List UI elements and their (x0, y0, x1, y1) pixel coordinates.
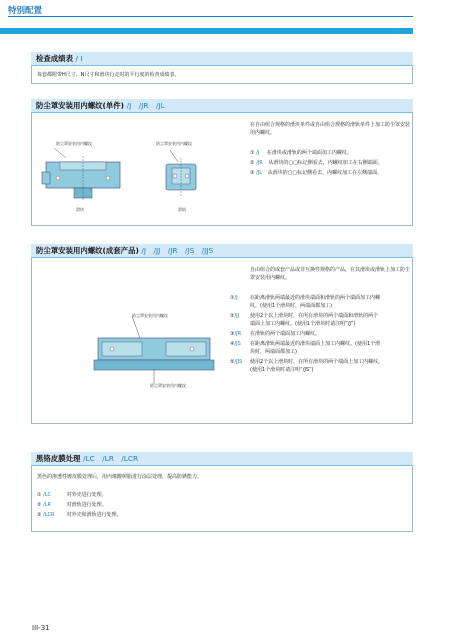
single-codes: /J /JR /JL (126, 101, 165, 110)
block-drawing (40, 148, 130, 204)
rail-drawing (158, 150, 204, 200)
item-num: ③ (37, 512, 42, 518)
black-item-3 (37, 511, 122, 519)
page-title: 特别配置 (8, 6, 43, 16)
accent-bar (0, 28, 413, 34)
item-num: ① (37, 492, 42, 498)
label-thread-right: 防尘罩安装用内螺纹 (156, 141, 192, 146)
item-code: /JR (256, 160, 263, 166)
item-line: (使用1个滑块时请注明“/JS”) (250, 367, 314, 373)
black-text: 黑色的渗透性镀皮膜处理后，用丙烯酸树脂进行涂层处理，提高防锈能力。 (37, 474, 203, 480)
item-line: 块时，两端面都加工) (250, 349, 297, 355)
item-line: 在滑轨的两个端面加工内螺纹。 (250, 331, 321, 337)
assembled-title: 防尘罩安装用内螺纹(成套产品) (36, 246, 139, 255)
single-item-1 (250, 149, 352, 157)
item-line: 使用2个以上滑块时，在所有滑块的两个端面上加工内螺纹。 (250, 359, 384, 365)
label-block: 滑块 (76, 207, 84, 212)
label-rail: 滑轨 (178, 207, 186, 212)
assembled-item-5 (230, 358, 415, 373)
assembled-codes: /J /JJ /JR /JS /JJS (141, 246, 214, 255)
item-num: ① (250, 150, 255, 156)
item-line: 纹。(使用1个滑块时，两端面都加工) (250, 303, 333, 309)
item-code: /JJ (234, 313, 240, 319)
item-line: 使用2个以上滑块时，在所有滑块的两个端面和滑轨的两个 (250, 313, 379, 319)
item-num: ② (37, 502, 42, 508)
inspection-text: 每套都附带H尺寸、N尺寸和滑块行走时的平行度的检查成绩表。 (37, 72, 180, 78)
item-num: ② (250, 160, 255, 166)
item-num: ⑤ (230, 359, 235, 365)
inspection-code: / I (75, 54, 83, 63)
single-header (31, 99, 413, 113)
assembled-item-1 (230, 294, 415, 309)
item-code: /LR (43, 502, 52, 508)
black-item-1 (37, 491, 107, 499)
item-line: 端面上加工内螺纹。(使用1个滑块时请注明“/J”) (250, 321, 356, 327)
item-text: 对外壳进行处理。 (66, 492, 107, 498)
item-num: ④ (230, 341, 235, 347)
black-header (31, 452, 413, 466)
assembled-header (31, 244, 413, 258)
item-num: ③ (250, 170, 255, 176)
item-code: /LC (43, 492, 52, 498)
item-text: 从滑块的▢▢标记侧看去，内螺纹加工在左侧端面。 (267, 170, 383, 176)
assembled-intro: 自由组合的成套产品或非互换性规格的产品，在其滑块或滑轨上加工防尘罩安装用内螺纹。 (250, 267, 411, 281)
single-item-3 (250, 169, 382, 177)
black-item-2 (37, 501, 107, 509)
single-item-2 (250, 159, 383, 167)
assembled-item-4 (230, 340, 415, 355)
item-num: ① (230, 295, 235, 301)
assembled-item-2 (230, 312, 415, 327)
single-intro: 在自由组合规格的滑块单件或自由组合规格的滑轨单件上加工防尘罩安装用内螺纹。 (250, 122, 411, 136)
label-thread-left: 防尘罩安装用内螺纹 (56, 141, 92, 146)
item-line: 在距离滑轨两端最近的滑块端面上加工内螺纹。(使用1个滑 (250, 341, 381, 347)
black-codes: /LC /LR /LCR (82, 454, 139, 463)
item-code: /JJS (234, 359, 243, 365)
assembled-drawing (92, 316, 222, 386)
item-text: 对滑轨进行处理。 (66, 502, 107, 508)
item-num: ③ (230, 331, 235, 337)
item-text: 在滑块或滑轨的两个端面加工内螺纹。 (266, 150, 352, 156)
item-line: 在距离滑轨两端最近的滑块端面和滑轨的两个端面加工内螺 (250, 295, 381, 301)
item-text: 从滑块的▢▢标记侧看去，内螺纹加工在右侧端面。 (268, 160, 383, 166)
item-code: /J (256, 150, 260, 156)
item-code: /JS (234, 341, 241, 347)
label-upper-thread: 防尘罩安装用内螺纹 (132, 313, 168, 318)
single-title: 防尘罩安装用内螺纹(单件) (36, 101, 125, 110)
page-number: III-31 (32, 624, 50, 632)
title-rule (8, 16, 413, 17)
label-lower-thread: 防尘罩安装用内螺纹 (150, 383, 186, 388)
item-num: ② (230, 313, 235, 319)
black-title: 黑铬皮膜处理 (36, 454, 81, 463)
item-code: /J (234, 295, 238, 301)
item-code: /JR (234, 331, 242, 337)
assembled-item-3 (230, 330, 415, 338)
inspection-title: 检查成绩表 (36, 54, 73, 63)
item-text: 对外壳和滑轨进行处理。 (66, 512, 122, 518)
item-code: /LCR (43, 512, 55, 518)
inspection-header (31, 52, 413, 66)
item-code: /JL (256, 170, 263, 176)
